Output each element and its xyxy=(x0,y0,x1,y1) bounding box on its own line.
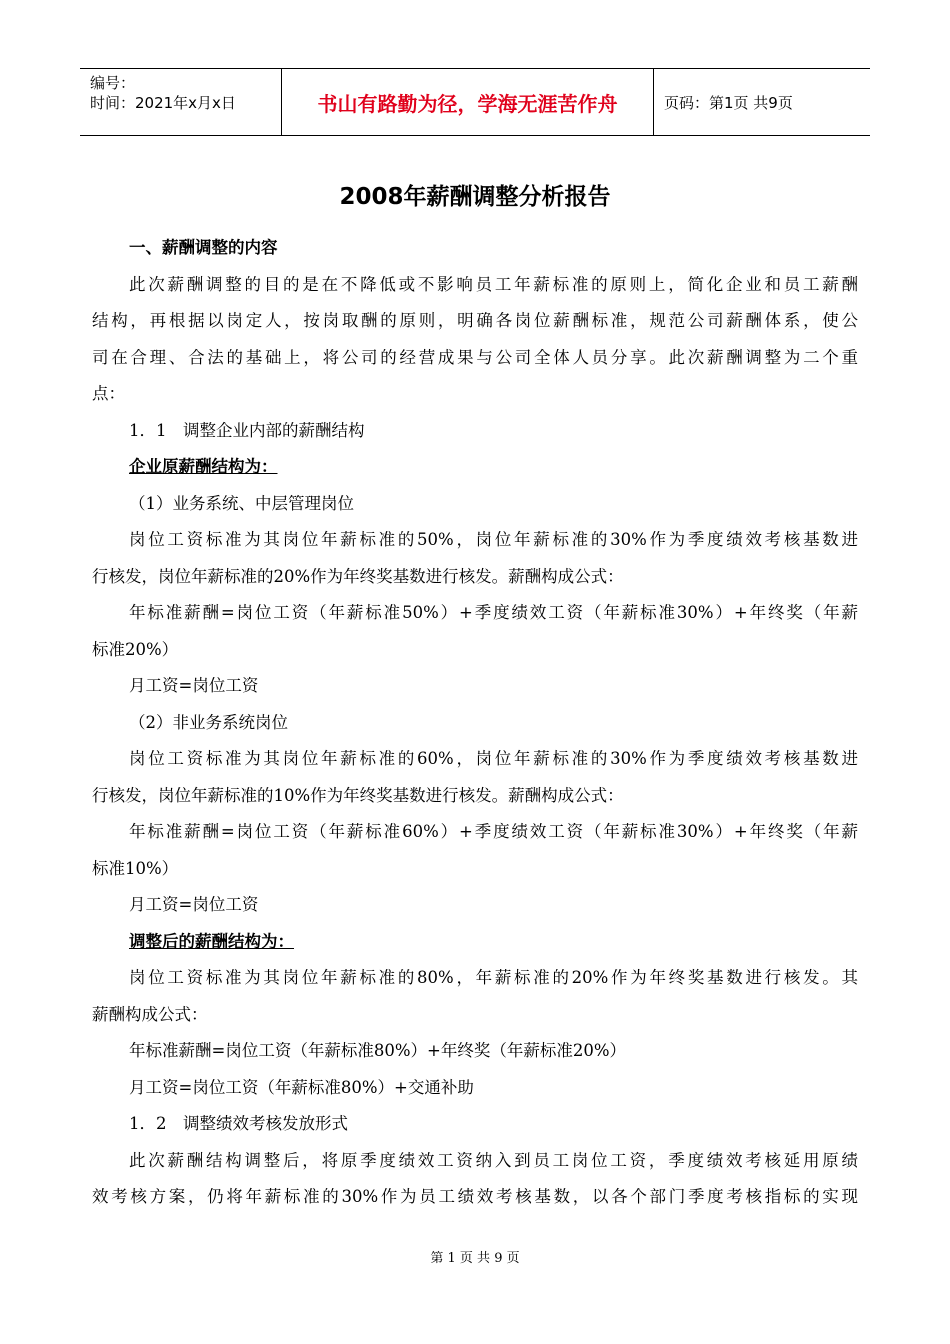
document-body xyxy=(92,230,858,1216)
formula-line: 年标准薪酬=岗位工资（年薪标准80%）+年终奖（年薪标准20%） xyxy=(129,1041,626,1060)
paragraph-line: 岗位工资标准为其岗位年薪标准的80%，年薪标准的20%作为年终奖基数进行核发。其 xyxy=(129,968,858,987)
paragraph-line: 此次薪酬调整的目的是在不降低或不影响员工年薪标准的原则上，简化企业和员工薪酬 xyxy=(129,274,858,294)
paragraph-line: 效考核方案，仍将年薪标准的30%作为员工绩效考核基数，以各个部门季度考核指标的实现 xyxy=(92,1187,858,1206)
formula-line: 月工资=岗位工资 xyxy=(129,676,259,695)
formula-line: 标准10%） xyxy=(92,858,179,878)
number-label: 编号： xyxy=(90,74,136,92)
paragraph-line: 岗位工资标准为其岗位年薪标准的60%，岗位年薪标准的30%作为季度绩效考核基数进 xyxy=(129,749,858,768)
page-footer: 第 1 页 共 9 页 xyxy=(430,1251,520,1266)
paragraph-line: 岗位工资标准为其岗位年薪标准的50%，岗位年薪标准的30%作为季度绩效考核基数进 xyxy=(129,530,858,549)
paragraph-line: 结构，再根据以岗定人，按岗取酬的原则，明确各岗位薪酬标准，规范公司薪酬体系，使公 xyxy=(92,311,858,330)
formula-line: 标准20%） xyxy=(92,639,179,659)
page-info: 页码：第1页 共9页 xyxy=(664,93,793,112)
structure-heading: 企业原薪酬结构为： xyxy=(129,457,278,476)
paragraph-line: 行核发，岗位年薪标准的20%作为年终奖基数进行核发。薪酬构成公式： xyxy=(92,566,624,586)
formula-line: 年标准薪酬=岗位工资（年薪标准60%）+季度绩效工资（年薪标准30%）+年终奖（年薪 xyxy=(129,822,858,841)
header-table xyxy=(80,68,870,136)
paragraph-line: 点： xyxy=(92,384,125,403)
paragraph-line: 行核发，岗位年薪标准的10%作为年终奖基数进行核发。薪酬构成公式： xyxy=(92,785,624,805)
list-item: （2）非业务系统岗位 xyxy=(129,712,288,732)
paragraph-line: 此次薪酬结构调整后，将原季度绩效工资纳入到员工岗位工资，季度绩效考核延用原绩 xyxy=(129,1150,858,1170)
section-heading: 一、薪酬调整的内容 xyxy=(129,238,278,257)
subsection-heading: 1．1 调整企业内部的薪酬结构 xyxy=(129,420,365,440)
structure-heading: 调整后的薪酬结构为： xyxy=(129,931,294,951)
motto: 书山有路勤为径，学海无涯苦作舟 xyxy=(282,69,654,135)
paragraph-line: 薪酬构成公式： xyxy=(92,1004,208,1024)
document-title: 2008年薪酬调整分析报告 xyxy=(339,184,611,210)
subsection-heading: 1．2 调整绩效考核发放形式 xyxy=(129,1114,348,1133)
header-info-cell xyxy=(80,69,282,135)
formula-line: 月工资=岗位工资 xyxy=(129,895,259,914)
date-label: 时间：2021年x月x日 xyxy=(90,94,236,112)
paragraph-line: 司在合理、合法的基础上，将公司的经营成果与公司全体人员分享。此次薪酬调整为二个重 xyxy=(92,347,858,367)
formula-line: 年标准薪酬=岗位工资（年薪标准50%）+季度绩效工资（年薪标准30%）+年终奖（年薪 xyxy=(129,603,858,622)
list-item: （1）业务系统、中层管理岗位 xyxy=(129,493,354,513)
formula-line: 月工资=岗位工资（年薪标准80%）+交通补助 xyxy=(129,1077,474,1097)
